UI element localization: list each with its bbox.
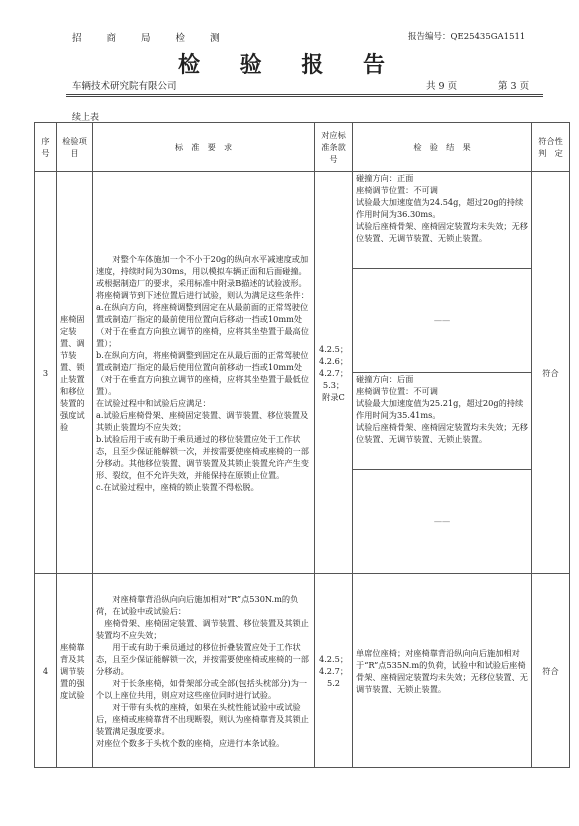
- result-line: 试验后座椅骨架、座椅固定装置均未失效；无移位装置、无调节装置、无锁止装置。: [356, 422, 528, 444]
- col-header-seq: 序号: [35, 123, 57, 172]
- report-number: [408, 30, 525, 42]
- col-header-results: 检 验 结 果: [353, 123, 532, 172]
- result-line: 碰撞方向：后面: [356, 374, 414, 384]
- result-line: 试验最大加速度值为24.54g，超过20g的持续作用时间为36.30ms。: [356, 197, 524, 219]
- row-verdict: 符合: [532, 172, 570, 574]
- header-rule: [66, 94, 543, 95]
- results-container: [353, 172, 531, 573]
- clause: 附录C: [322, 391, 345, 402]
- requirement-text: 对座椅靠背沿纵向向后施加相对“R”点530N.m的负荷，在试验中或试验后：: [96, 593, 299, 616]
- results-empty-dash: ——: [353, 269, 531, 373]
- row-results: 单席位座椅；对座椅靠背沿纵向向后施加相对于“R”点535N.m的负荷，试验中和试验后座椅骨架、座椅固定装置均未失效；无移位装置、无调节装置、无锁止装置。: [353, 574, 532, 768]
- result-line: 试验最大加速度值为25.21g，超过20g的持续作用时间为35.41ms。: [356, 398, 524, 420]
- table-row: [35, 172, 570, 574]
- row-seq: 4: [35, 574, 57, 768]
- report-number-value: QE25435GA1511: [450, 32, 526, 42]
- page-number: 第 3 页: [498, 81, 530, 92]
- row-requirements: [93, 172, 315, 574]
- requirement-text: 对于长条座椅，如骨架部分或全部(包括头枕部分)为一个以上座位共用，则应对这些座位同时进行试验。: [96, 677, 308, 700]
- requirement-text: a.试验后座椅骨架、座椅固定装置、调节装置、移位装置及其锁止装置均不应失效；: [96, 409, 309, 432]
- results-empty-dash: ——: [433, 516, 451, 526]
- requirement-text: 对整个车体施加一个不小于20g的纵向水平减速度或加速度，持续时间为30ms，用以模拟车辆正面和后面碰撞。或根据制造厂的要求，采用标准中附录B描述的试验波形。将座椅调节到下述位置后进行试验，则认为满足这些条件：: [96, 253, 309, 300]
- row-clauses: [315, 172, 353, 574]
- row-clauses: [315, 574, 353, 768]
- col-header-clause: 对应标准条款号: [315, 123, 353, 172]
- requirement-text: 用于或有助于乘员通过的移位折叠装置应处于工作状态，且至少保证能解锁一次，并按需要使座椅或座椅的一部分移动。: [96, 641, 309, 676]
- report-number-label: 报告编号：: [408, 32, 451, 42]
- header-rule-2: [66, 96, 543, 97]
- clause: 5.3；: [322, 379, 345, 390]
- clause: 5.2: [326, 677, 341, 688]
- row-item: 座椅固定装置、调节装置、锁止装置和移位装置的强度试验: [57, 172, 93, 574]
- clause: 4.2.7；: [318, 367, 349, 378]
- clause: 4.2.7；: [318, 665, 349, 676]
- requirement-text: b.试验后用于或有助于乘员通过的移位装置应处于工作状态，且至少保证能解锁一次，并按需要使座椅或座椅的一部分移动。其他移位装置、调节装置及其锁止装置允许产生变形、裂纹，但不允许失效，并能保持在原锁止位置。: [96, 433, 309, 480]
- results-frontal: [353, 172, 531, 269]
- row-results: [353, 172, 532, 574]
- requirement-text: c.在试验过程中，座椅的锁止装置不得松脱。: [96, 481, 259, 492]
- row-requirements: [93, 574, 315, 768]
- row-verdict: 符合: [532, 574, 570, 768]
- result-line: 座椅调节位置：不可调: [356, 185, 438, 195]
- results-rear: [353, 373, 531, 470]
- requirement-text: 对于带有头枕的座椅，如果在头枕性能试验中或试验后，座椅或座椅靠背不出现断裂，则认为座椅靠背及其锁止装置满足强度要求。: [96, 701, 309, 736]
- total-pages: 共 9 页: [426, 81, 458, 92]
- row-seq: 3: [35, 172, 57, 574]
- col-header-requirements: 标 准 要 求: [93, 123, 315, 172]
- col-header-item: 检验项目: [57, 123, 93, 172]
- table-header-row: [35, 123, 570, 172]
- requirement-text: 在试验过程中和试验后应满足：: [96, 397, 211, 408]
- table-row: [35, 574, 570, 768]
- result-line: 试验后座椅骨架、座椅固定装置均未失效；无移位装置、无调节装置、无锁止装置。: [356, 221, 528, 243]
- continuation-label: 续上表: [72, 113, 100, 123]
- col-header-verdict: 符合性判 定: [532, 123, 570, 172]
- requirement-text: b.在纵向方向，将座椅调整到固定在从最后面的正常驾驶位置或制造厂指定的最后使用位置向前移动一挡或10mm处（对于在垂直方向独立调节的座椅，应将其坐垫置于最低位置）。: [96, 349, 309, 396]
- row-item: 座椅靠背及其调节装置的强度试验: [57, 574, 93, 768]
- requirement-text: a.在纵向方向，将座椅调整到固定在从最前面的正常驾驶位置或制造厂指定的最前使用位置向后移动一挡或10mm处（对于在垂直方向独立调节的座椅，应将其坐垫置于最高位置）；: [96, 301, 309, 348]
- report-title: 检 验 报 告: [178, 52, 401, 78]
- clause: 4.2.5；: [318, 653, 349, 664]
- result-line: 碰撞方向：正面: [356, 173, 414, 183]
- requirement-text: 对座位个数多于头枕个数的座椅，应进行本条试验。: [96, 737, 285, 748]
- requirement-text: 座椅骨架、座椅固定装置、调节装置、移位装置及其锁止装置均不应失效；: [96, 617, 309, 640]
- inspection-table: [34, 122, 570, 768]
- clause: 4.2.6；: [318, 355, 349, 366]
- result-line: 座椅调节位置：不可调: [356, 386, 438, 396]
- organization: 车辆技术研究院有限公司: [72, 81, 177, 92]
- clause: 4.2.5；: [318, 343, 349, 354]
- testing-agency: 招 商 局 检 测: [72, 33, 231, 44]
